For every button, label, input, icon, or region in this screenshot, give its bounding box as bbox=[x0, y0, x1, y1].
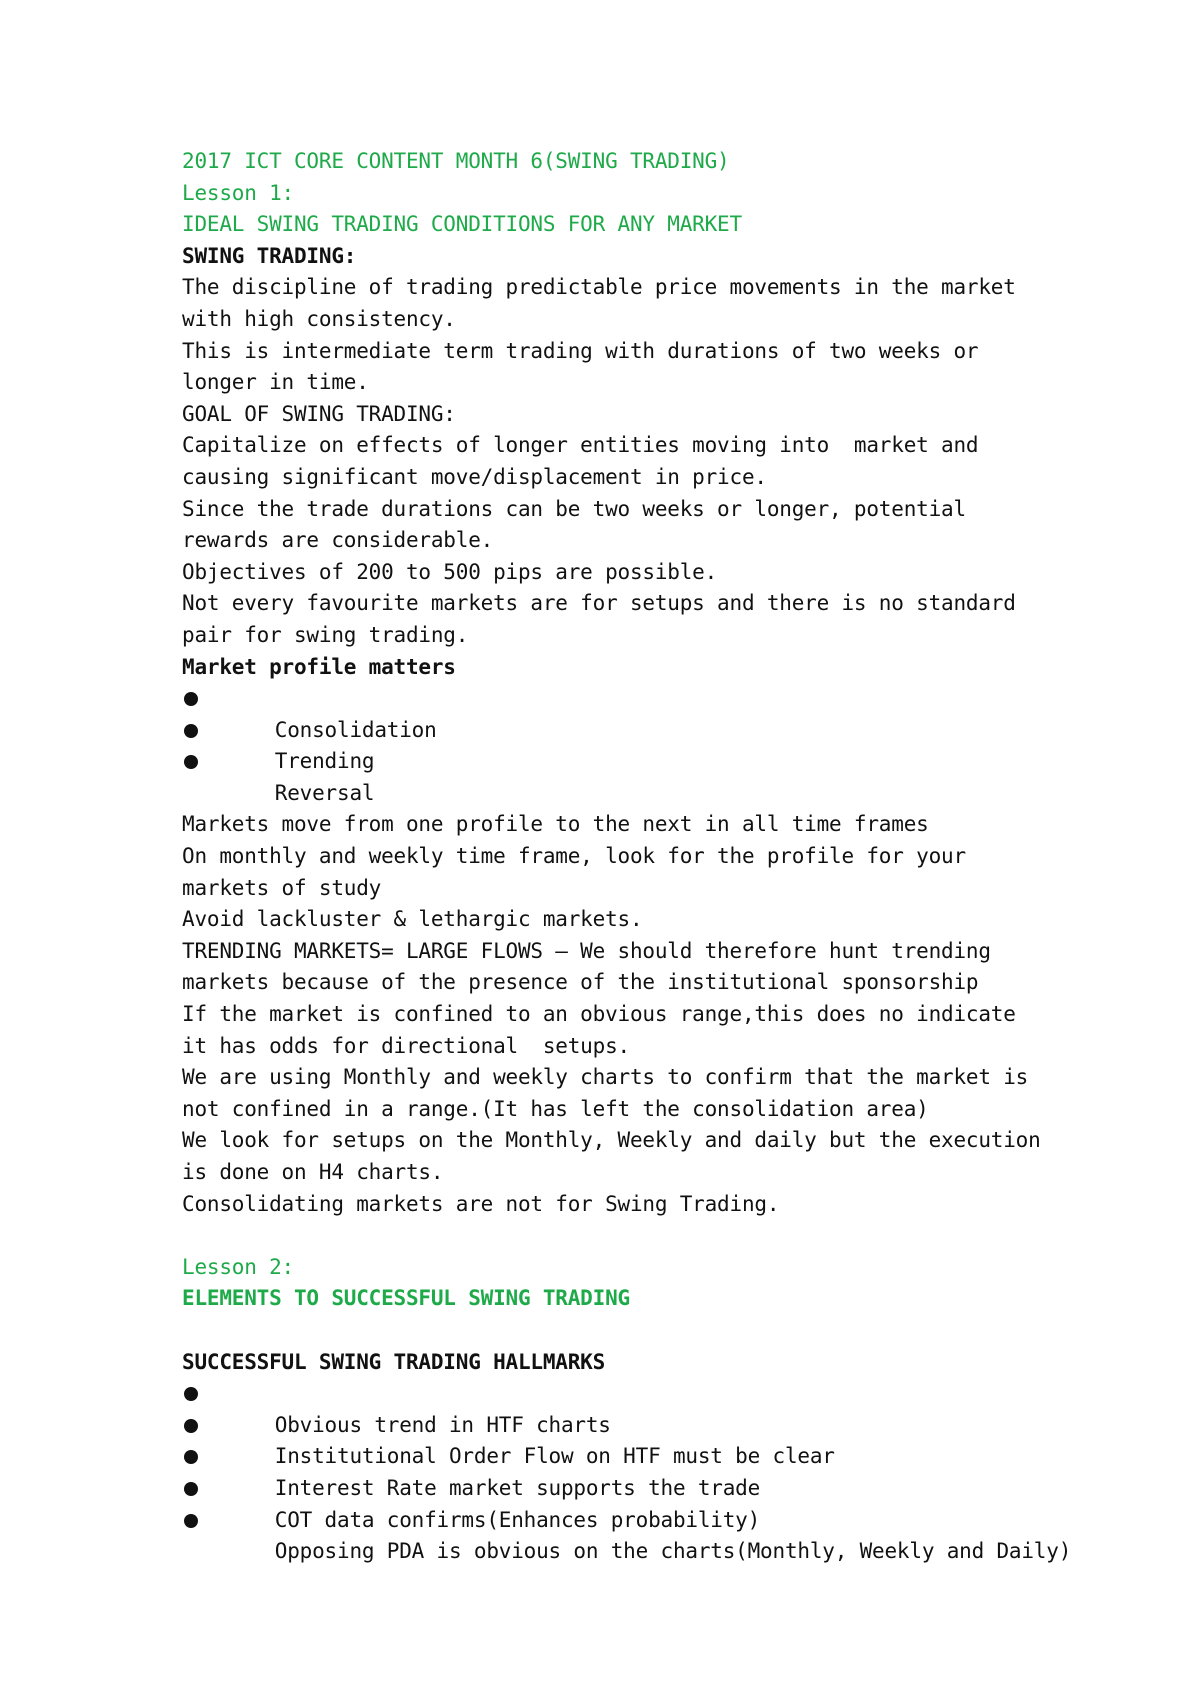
lesson1-label: Lesson 1: bbox=[182, 180, 294, 205]
bullet-text: COT data confirms(Enhances probability) bbox=[274, 1507, 761, 1532]
paragraph-line: markets of study bbox=[182, 875, 382, 900]
paragraph-line: Markets move from one profile to the next in all time frames bbox=[182, 812, 929, 837]
paragraph-line: longer in time. bbox=[182, 370, 369, 395]
bullet-text: Obvious trend in HTF charts bbox=[274, 1412, 611, 1437]
bullet-list-item bbox=[182, 1378, 1082, 1437]
paragraph-line: pair for swing trading. bbox=[182, 622, 469, 647]
document-title: 2017 ICT CORE CONTENT MONTH 6(SWING TRADING) bbox=[182, 149, 730, 173]
paragraph-line: markets because of the presence of the institutional sponsorship bbox=[182, 970, 979, 995]
market-profile-heading: Market profile matters bbox=[182, 654, 456, 679]
bullet-text: Trending bbox=[274, 749, 375, 774]
goal-heading: GOAL OF SWING TRADING: bbox=[182, 401, 456, 426]
document-page bbox=[182, 146, 1082, 1564]
paragraph-line: On monthly and weekly time frame, look for the profile for your bbox=[182, 844, 966, 869]
paragraph-line: Not every favourite markets are for setups and there is no standard bbox=[182, 591, 1016, 616]
paragraph-line: If the market is confined to an obvious range,this does no indicate bbox=[182, 1002, 1016, 1027]
bullet-list-item bbox=[182, 683, 1082, 742]
lesson2-label: Lesson 2: bbox=[182, 1254, 294, 1279]
paragraph-line: We are using Monthly and weekly charts to confirm that the market is bbox=[182, 1065, 1029, 1090]
paragraph-line: rewards are considerable. bbox=[182, 528, 494, 553]
lesson1-title: IDEAL SWING TRADING CONDITIONS FOR ANY MARKET bbox=[182, 212, 742, 237]
paragraph-line: We look for setups on the Monthly, Weekly and daily but the execution bbox=[182, 1128, 1041, 1153]
paragraph-line: with high consistency. bbox=[182, 306, 456, 331]
bullet-dot-icon bbox=[184, 1419, 198, 1433]
bullet-text: Institutional Order Flow on HTF must be clear bbox=[274, 1444, 835, 1469]
lesson2-title: ELEMENTS TO SUCCESSFUL SWING TRADING bbox=[182, 1286, 630, 1311]
bullet-dot-icon bbox=[184, 1450, 198, 1464]
bullet-dot-icon bbox=[184, 1514, 198, 1528]
bullet-dot-icon bbox=[184, 755, 198, 769]
bullet-text: Reversal bbox=[274, 780, 375, 805]
paragraph-line: The discipline of trading predictable price movements in the market bbox=[182, 275, 1016, 300]
swing-trading-heading: SWING TRADING: bbox=[182, 243, 357, 268]
paragraph-line: Objectives of 200 to 500 pips are possible. bbox=[182, 559, 718, 584]
paragraph-line: not confined in a range.(It has left the consolidation area) bbox=[182, 1096, 929, 1121]
bullet-text: Consolidation bbox=[274, 717, 437, 742]
bullet-text: Interest Rate market supports the trade bbox=[274, 1475, 761, 1500]
blank-line bbox=[182, 1220, 1082, 1252]
bullet-list-item bbox=[182, 1473, 1082, 1532]
paragraph-line: it has odds for directional setups. bbox=[182, 1033, 630, 1058]
bullet-dot-icon bbox=[184, 1387, 198, 1401]
blank-line bbox=[182, 1315, 1082, 1347]
hallmarks-heading: SUCCESSFUL SWING TRADING HALLMARKS bbox=[182, 1349, 606, 1374]
paragraph-line: Avoid lackluster & lethargic markets. bbox=[182, 907, 643, 932]
paragraph-line: TRENDING MARKETS= LARGE FLOWS – We should therefore hunt trending bbox=[182, 938, 991, 963]
bullet-dot-icon bbox=[184, 692, 198, 706]
paragraph-line: Capitalize on effects of longer entities moving into market and bbox=[182, 433, 979, 458]
bullet-list-item bbox=[182, 1410, 1082, 1469]
bullet-list-item bbox=[182, 1505, 1082, 1564]
bullet-list-item bbox=[182, 746, 1082, 805]
paragraph-line: This is intermediate term trading with durations of two weeks or bbox=[182, 338, 979, 363]
bullet-dot-icon bbox=[184, 724, 198, 738]
bullet-text: Opposing PDA is obvious on the charts(Monthly, Weekly and Daily) bbox=[274, 1539, 1072, 1564]
paragraph-line: Since the trade durations can be two weeks or longer, potential bbox=[182, 496, 966, 521]
bullet-dot-icon bbox=[184, 1482, 198, 1496]
bullet-list-item bbox=[182, 715, 1082, 774]
paragraph-line: Consolidating markets are not for Swing Trading. bbox=[182, 1191, 780, 1216]
paragraph-line: causing significant move/displacement in price. bbox=[182, 464, 767, 489]
bullet-list-item bbox=[182, 1441, 1082, 1500]
paragraph-line: is done on H4 charts. bbox=[182, 1160, 444, 1184]
